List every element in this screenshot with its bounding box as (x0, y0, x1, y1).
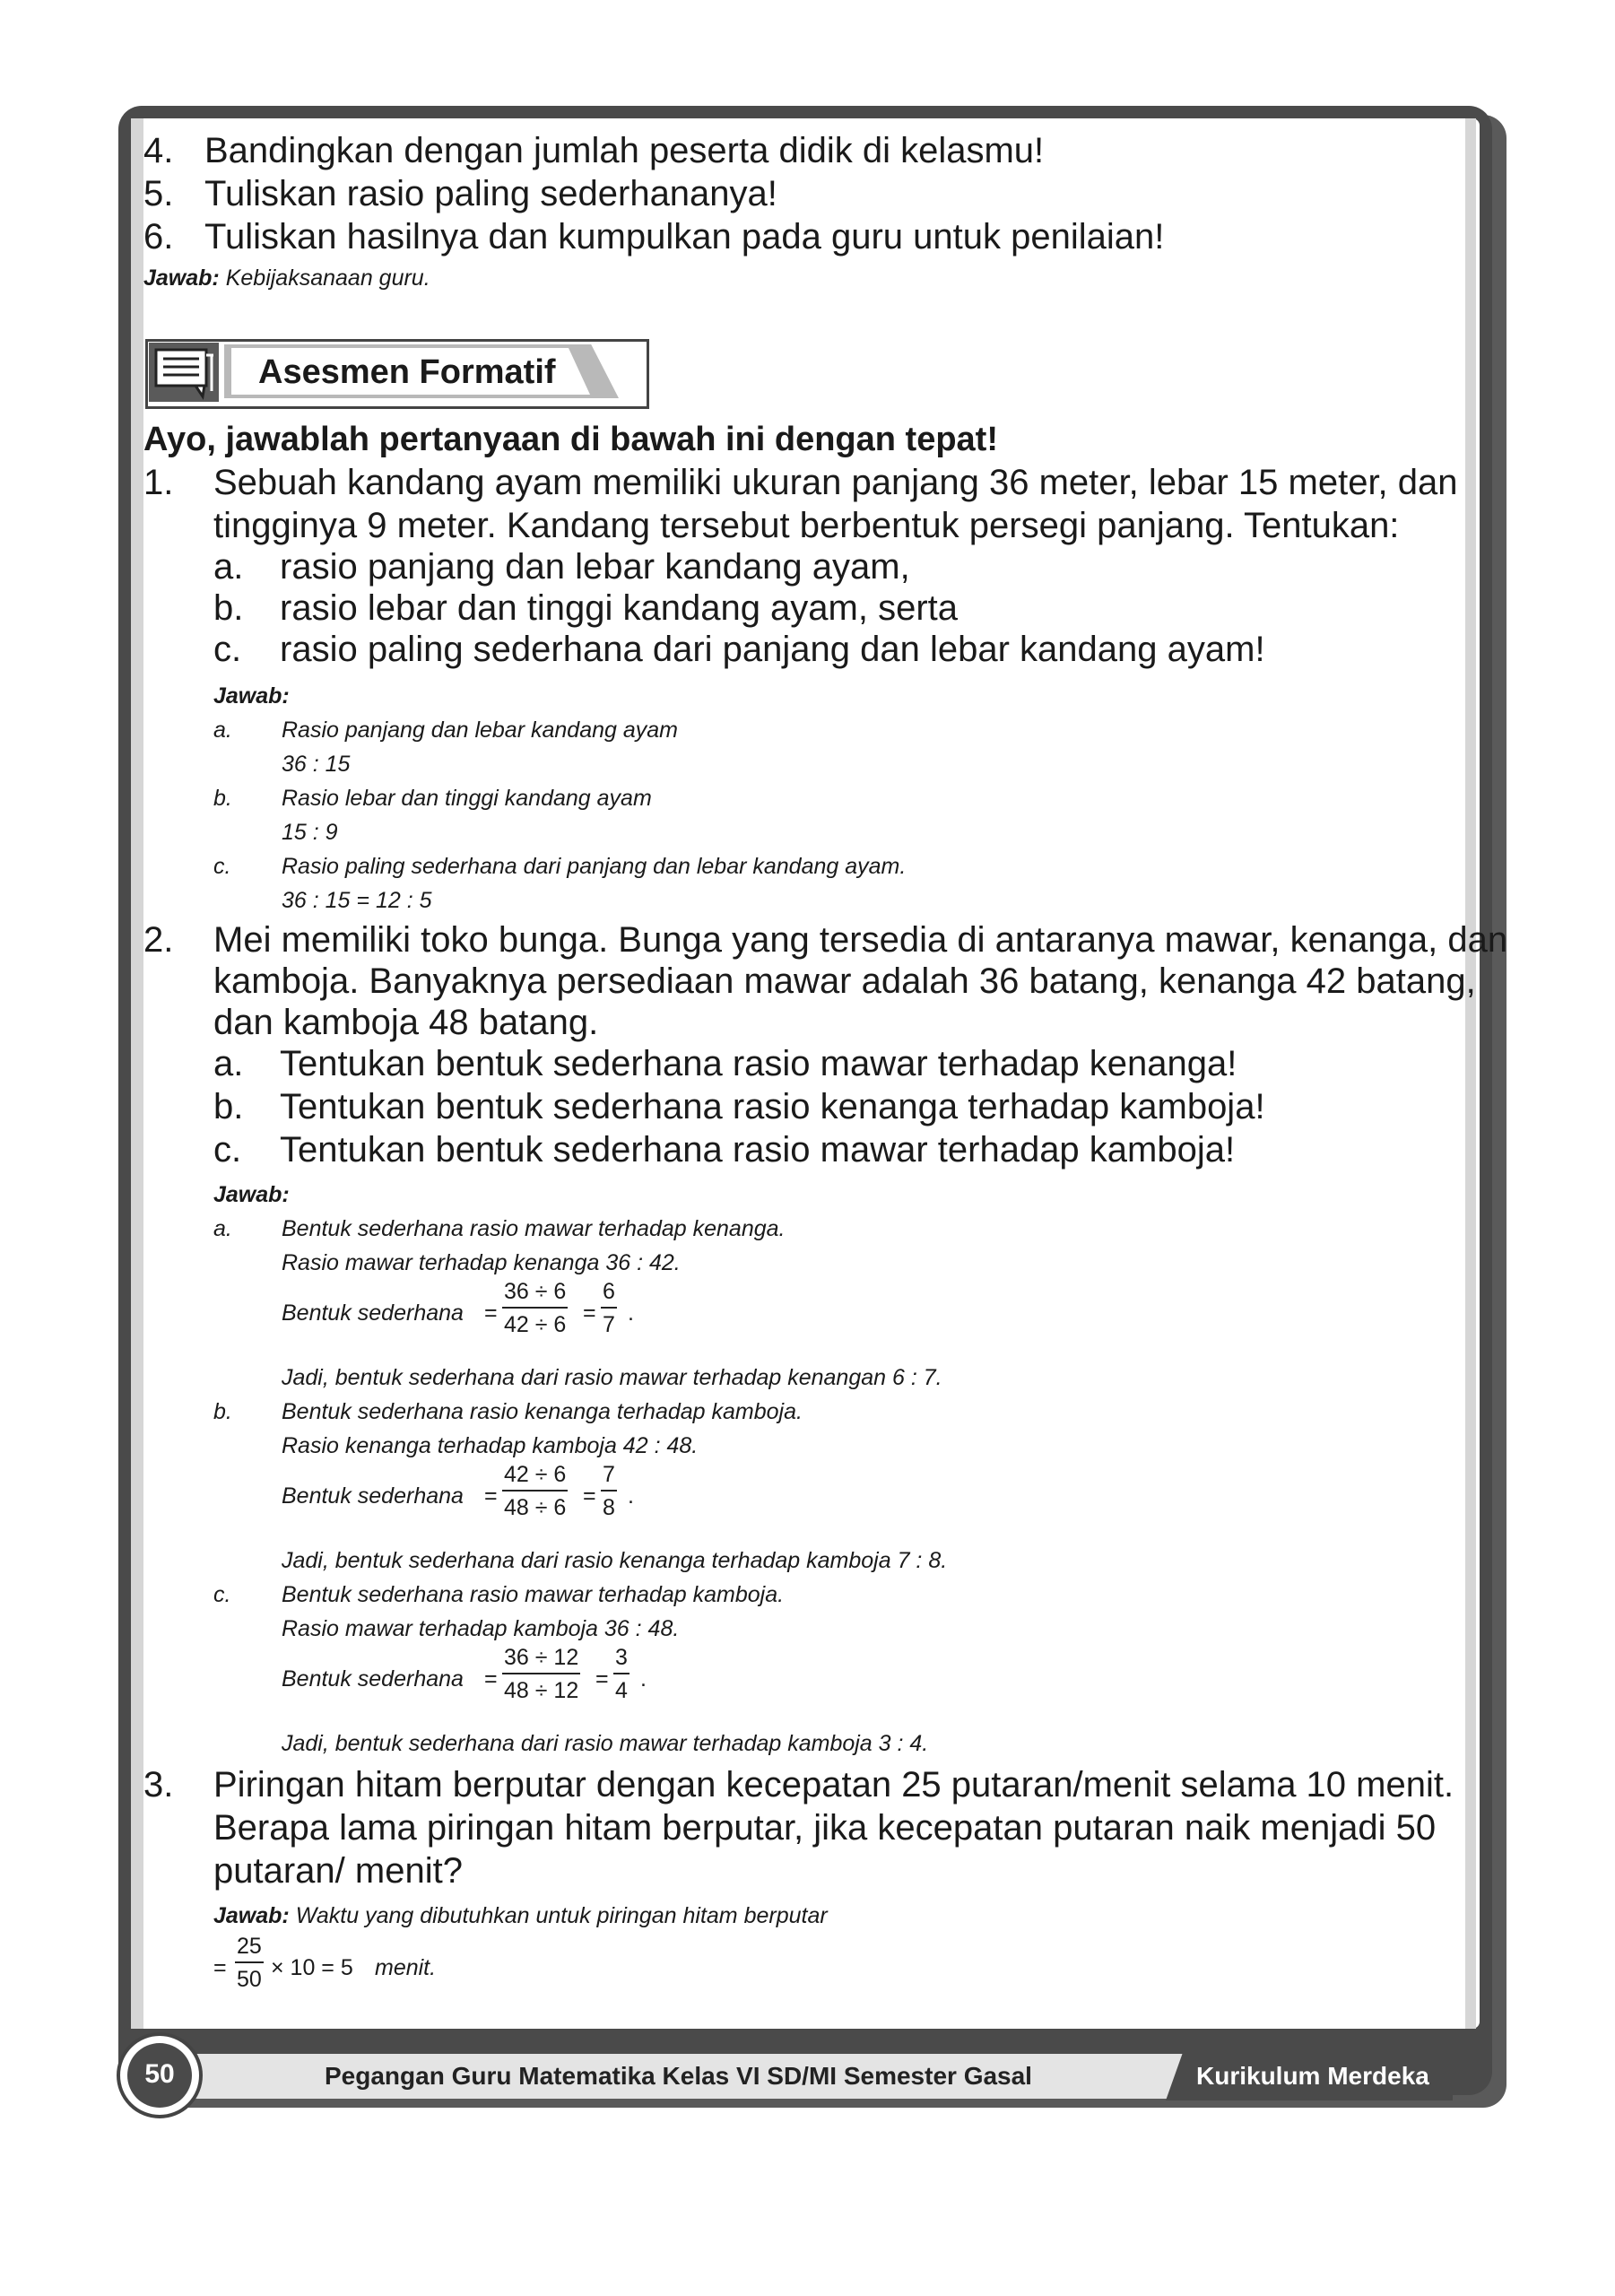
answer-text: Bentuk sederhana rasio kenanga terhadap kamboja. (282, 1399, 803, 1424)
simple-label: Bentuk sederhana (282, 1300, 464, 1326)
equals-sign: = (583, 1483, 596, 1509)
answer-text: Kebijaksanaan guru. (225, 265, 430, 291)
answer-letter: b. (213, 786, 232, 811)
fraction (613, 1645, 630, 1704)
item-text: rasio panjang dan lebar kandang ayam, (280, 547, 910, 587)
equals-sign: = (595, 1666, 609, 1692)
item-letter: b. (213, 588, 244, 628)
item-letter: b. (213, 1087, 244, 1126)
answer-text: Rasio kenanga terhadap kamboja 42 : 48. (282, 1433, 699, 1458)
intro-answer (143, 262, 430, 294)
question-text: Berapa lama piringan hitam berputar, jika kecepatan putaran naik menjadi 50 (213, 1808, 1437, 1848)
period: . (628, 1483, 634, 1509)
item-letter: c. (213, 1130, 242, 1170)
fraction (502, 1462, 568, 1521)
fraction-bar (502, 1490, 568, 1492)
step-number: 4. (143, 131, 174, 170)
q3-answer (213, 1900, 828, 1932)
item-letter: a. (213, 547, 244, 587)
item-text: rasio paling sederhana dari panjang dan lebar kandang ayam! (280, 630, 1265, 669)
question-number: 1. (143, 463, 174, 502)
item-letter: a. (213, 1044, 244, 1083)
fraction (601, 1462, 617, 1521)
page-number: 50 (144, 2059, 175, 2089)
question-number: 2. (143, 920, 174, 960)
answer-label: Jawab: (143, 265, 220, 291)
question-text: Mei memiliki toko bunga. Bunga yang tersedia di antaranya mawar, kenanga, dan (213, 920, 1508, 960)
fraction-bar (502, 1307, 568, 1309)
answer-label: Jawab: (213, 1182, 290, 1207)
item-text: rasio lebar dan tinggi kandang ayam, serta (280, 588, 959, 628)
section-title: Asesmen Formatif (258, 353, 556, 391)
answer-text: 36 : 15 (282, 752, 351, 777)
item-text: Tentukan bentuk sederhana rasio mawar terhadap kamboja! (280, 1130, 1236, 1170)
fraction-numerator: 3 (615, 1645, 628, 1670)
fraction-numerator: 6 (603, 1279, 615, 1304)
fraction-bar (601, 1307, 617, 1309)
conclusion: Jadi, bentuk sederhana dari rasio mawar terhadap kamboja 3 : 4. (282, 1731, 929, 1756)
step-text: Bandingkan dengan jumlah peserta didik di kelasmu! (204, 131, 1045, 170)
conclusion: Jadi, bentuk sederhana dari rasio mawar terhadap kenangan 6 : 7. (282, 1365, 942, 1390)
simple-label: Bentuk sederhana (282, 1483, 464, 1509)
footer-title: Pegangan Guru Matematika Kelas VI SD/MI Semester Gasal (325, 2062, 1032, 2090)
fraction-numerator: 7 (603, 1462, 615, 1487)
frame-left-border (131, 118, 143, 2029)
answer-text: Waktu yang dibutuhkan untuk piringan hitam berputar (295, 1903, 828, 1928)
answer-text: Rasio lebar dan tinggi kandang ayam (282, 786, 652, 811)
answer-text: 15 : 9 (282, 820, 338, 845)
equals-sign: = (484, 1483, 498, 1509)
fraction-numerator: 42 ÷ 6 (504, 1462, 567, 1487)
answer-letter: c. (213, 854, 231, 879)
fraction-denominator: 4 (615, 1678, 628, 1703)
item-text: Tentukan bentuk sederhana rasio mawar terhadap kenanga! (280, 1044, 1237, 1083)
fraction (601, 1279, 617, 1338)
question-text: tingginya 9 meter. Kandang tersebut berbentuk persegi panjang. Tentukan: (213, 506, 1400, 545)
answer-text: Rasio panjang dan lebar kandang ayam (282, 718, 678, 743)
footer-tag-text: Kurikulum Merdeka (1196, 2062, 1429, 2090)
equals-sign: = (484, 1300, 498, 1326)
answer-text: Rasio mawar terhadap kamboja 36 : 48. (282, 1616, 680, 1641)
frame-right-border (1465, 118, 1476, 2029)
item-text: Tentukan bentuk sederhana rasio kenanga terhadap kamboja! (280, 1087, 1265, 1126)
answer-label: Jawab: (213, 683, 290, 709)
fraction-denominator: 48 ÷ 12 (504, 1678, 579, 1703)
fraction-denominator: 7 (603, 1312, 615, 1337)
question-text: dan kamboja 48 batang. (213, 1003, 599, 1042)
fraction-denominator: 48 ÷ 6 (504, 1495, 567, 1520)
fraction (502, 1279, 568, 1338)
question-text: Sebuah kandang ayam memiliki ukuran panjang 36 meter, lebar 15 meter, dan (213, 463, 1458, 502)
answer-text: Rasio paling sederhana dari panjang dan lebar kandang ayam. (282, 854, 907, 879)
instruction: Ayo, jawablah pertanyaan di bawah ini dengan tepat! (143, 421, 998, 458)
equals-sign: = (484, 1666, 498, 1692)
fraction-numerator: 36 ÷ 6 (504, 1279, 567, 1304)
step-text: Tuliskan rasio paling sederhananya! (204, 174, 777, 213)
question-text: putaran/ menit? (213, 1851, 463, 1891)
step-number: 5. (143, 174, 174, 213)
step-number: 6. (143, 217, 174, 257)
answer-letter: b. (213, 1399, 232, 1424)
conclusion: Jadi, bentuk sederhana dari rasio kenanga terhadap kamboja 7 : 8. (282, 1548, 948, 1573)
answer-text: 36 : 15 = 12 : 5 (282, 888, 432, 913)
fraction-bar (235, 1961, 264, 1963)
answer-label: Jawab: (213, 1903, 290, 1928)
question-number: 3. (143, 1765, 174, 1805)
simple-label: Bentuk sederhana (282, 1666, 464, 1692)
fraction-denominator: 42 ÷ 6 (504, 1312, 567, 1337)
answer-text: Bentuk sederhana rasio mawar terhadap kamboja. (282, 1582, 785, 1607)
calc-expression: × 10 = 5 (271, 1955, 353, 1980)
equals-sign: = (213, 1955, 227, 1980)
item-letter: c. (213, 630, 242, 669)
fraction-denominator: 50 (237, 1967, 262, 1992)
question-text: Piringan hitam berputar dengan kecepatan 25 putaran/menit selama 10 menit. (213, 1765, 1454, 1805)
answer-text: Rasio mawar terhadap kenanga 36 : 42. (282, 1250, 681, 1275)
fraction-numerator: 36 ÷ 12 (504, 1645, 579, 1670)
step-text: Tuliskan hasilnya dan kumpulkan pada guru untuk penilaian! (204, 217, 1165, 257)
period: . (640, 1666, 647, 1692)
calc-unit: menit. (375, 1955, 437, 1980)
equals-sign: = (583, 1300, 596, 1326)
answer-letter: a. (213, 1216, 232, 1241)
question-text: kamboja. Banyaknya persediaan mawar adalah 36 batang, kenanga 42 batang, (213, 961, 1476, 1001)
fraction-numerator: 25 (237, 1934, 262, 1959)
fraction-bar (613, 1673, 630, 1674)
period: . (628, 1300, 634, 1326)
fraction (235, 1934, 264, 1993)
answer-letter: c. (213, 1582, 231, 1607)
chat-icon (149, 343, 219, 402)
fraction (502, 1645, 580, 1704)
answer-text: Bentuk sederhana rasio mawar terhadap kenanga. (282, 1216, 786, 1241)
answer-letter: a. (213, 718, 232, 743)
fraction-denominator: 8 (603, 1495, 615, 1520)
fraction-bar (502, 1673, 580, 1674)
fraction-bar (601, 1490, 617, 1492)
